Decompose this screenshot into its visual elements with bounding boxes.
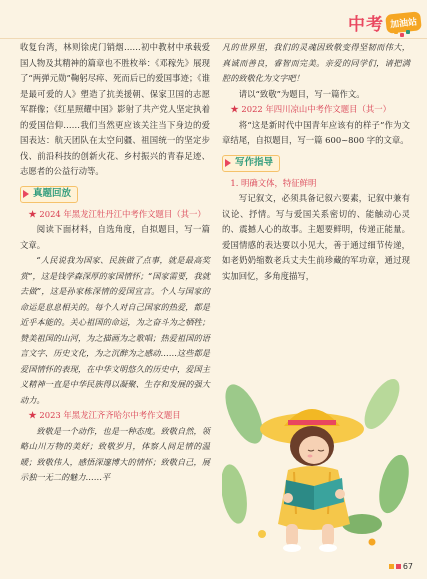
exam-task-2: 请以“致敬”为题目，写一篇作文。 xyxy=(238,88,365,99)
section-title: 真题回放 xyxy=(33,188,72,200)
intro-paragraph: 收复台湾，林则徐虎门销烟……初中教材中承载爱国人物及其精神的篇章也不胜枚举：《邓稼先》展现了“两弹元勋”鞠躬尽瘁、死而后已的爱国事迹；《谁是最可爱的人》塑造了抗美援朝、保家卫国的志愿军群像；《红星照耀中国》影射了共产党人坚定执着的爱国信仰……我们当然更应该关注当下身边的爱国表达：航天团队在太空问疆、祖国统一的坚定步伐、前沿科技的创新火花、乡村振兴的青春足迹、志愿者的公益行动等。 xyxy=(20,42,210,176)
guide-title: 1. 明确文体，特征鲜明 xyxy=(230,177,317,188)
section-header-writing-guide xyxy=(222,155,280,172)
exam-lead-1: 阅读下面材料，自选角度，自拟题目，写一篇文章。 xyxy=(20,224,210,250)
left-column xyxy=(20,40,210,486)
exam-title-3: ★ 2022 年四川凉山中考作文题目（其一） xyxy=(230,104,392,114)
triangle-marker-icon xyxy=(225,159,231,167)
square-marker-icon xyxy=(389,564,394,569)
header-divider xyxy=(0,38,427,39)
exam-material-2-cont: 凡的世界里，我们的灵魂因致敬变得坚韧而伟大，真诚而善良，睿智而完美。亲爱的同学们，请把满腔的致敬化为文字吧！ xyxy=(222,42,410,83)
section-header-exam-replay xyxy=(20,186,78,203)
right-column xyxy=(222,40,410,284)
page-number-text: 67 xyxy=(402,562,413,571)
girl-reading-illustration xyxy=(222,374,410,557)
exam-title-2: ★ 2023 年黑龙江齐齐哈尔中考作文题目 xyxy=(28,410,181,420)
triangle-marker-icon xyxy=(23,190,29,198)
brand-badge: 加油站 xyxy=(385,11,422,34)
guide-text: 写记叙文，必须具备记叙六要素，记叙中兼有议论、抒情。写与爱国关系密切的、能触动心灵的、震撼人心的故事。主题要鲜明，传递正能量。爱国情感的表达要以小见大，善于通过细节传递，如老奶奶缩数老兵丈夫生前珍藏的军功章，通过现实加回忆，多角度描写， xyxy=(222,193,410,281)
square-marker-icon xyxy=(396,564,401,569)
page-number xyxy=(389,562,413,571)
exam-material-2: 致敬是一个动作，也是一种态度。致敬自然，领略山川万物的美好；致敬岁月，体察人间足情的温暖；致敬伟人，感悟深邃博大的情怀；致敬自己，展示独一无二的魅力……平 xyxy=(20,425,210,482)
exam-text-3: 将“这是新时代中国青年应该有的样子”作为文章结尾，自拟题目，写一篇 600~800 字的文章。 xyxy=(222,119,410,145)
exam-material-1: “人民说我为国家、民族做了点事，就是最高奖赏”，这是钱学森深厚的家国情怀；“国家需要，我就去做”，这是孙家栋深情的爱国宣言。个人与国家的命运是息息相关的。每个人对自己国家的热爱，都是近乎本能的。关心祖国的命运，为之奋斗为之牺牲；赞美祖国的山河，为之描画为之歌唱；热爱祖国的语言文字、历史文化，为之沉醉为之感动……这些都是爱国情怀的表现，在中华文明悠久的历史中，爱国主义精神一直是中华民族得以凝聚、生存和发展的强大动力。 xyxy=(20,255,210,405)
brand-title: 中考 xyxy=(347,14,384,35)
exam-title-1: ★ 2024 年黑龙江牡丹江中考作文题目（其一） xyxy=(28,208,206,219)
section-title: 写作指导 xyxy=(235,157,274,169)
